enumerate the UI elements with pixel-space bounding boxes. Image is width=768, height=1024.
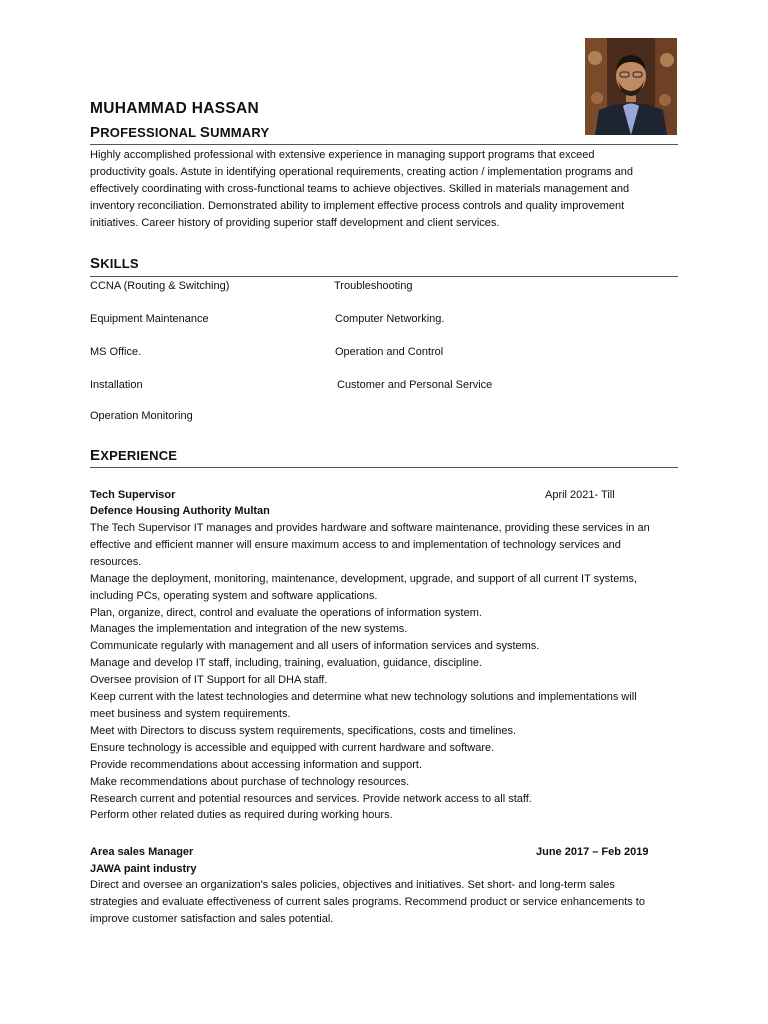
profile-photo-image <box>585 38 677 135</box>
job-organization: JAWA paint industry <box>90 863 197 875</box>
job-title: Area sales Manager <box>90 846 194 858</box>
job-date: June 2017 – Feb 2019 <box>536 846 649 858</box>
job-description-line: Meet with Directors to discuss system requirements, specifications, costs and timelines. <box>90 724 517 737</box>
job-description-line: Perform other related duties as required during working hours. <box>90 809 393 822</box>
job-description-line: Research current and potential resources and services. Provide network access to all staff. <box>90 792 532 805</box>
job-description-line: strategies and evaluate effectiveness of current sales programs. Recommend product or service enhancements to <box>90 895 645 908</box>
job-description <box>90 877 690 928</box>
section-title-experience: EXPERIENCE <box>90 447 178 464</box>
section-title-professional-summary: PROFESSIONAL SUMMARY <box>90 124 270 141</box>
job-title: Tech Supervisor <box>90 489 176 501</box>
summary-line: effectively coordinating with cross-functional teams to achieve objectives. Skilled in materials management and <box>90 182 630 195</box>
job-description-line: Manage and develop IT staff, including, training, evaluation, guidance, discipline. <box>90 657 483 670</box>
job-description-line: The Tech Supervisor IT manages and provides hardware and software maintenance, providing these services in an <box>90 522 650 534</box>
job-description-line: Provide recommendations about accessing information and support. <box>90 758 423 771</box>
candidate-name: MUHAMMAD HASSAN <box>90 100 259 117</box>
job-description-line: Make recommendations about purchase of technology resources. <box>90 775 410 788</box>
skill-item: Installation <box>90 379 143 391</box>
summary-line: inventory reconciliation. Demonstrated ability to implement effective process controls and quality improvement <box>90 199 625 212</box>
job-description-line: Keep current with the latest technologies and determine what new technology solutions and implementations will <box>90 691 637 704</box>
skill-item: CCNA (Routing & Switching) <box>90 280 230 292</box>
skill-item: MS Office. <box>90 346 142 358</box>
job-description-line: improve customer satisfaction and sales potential. <box>90 912 334 925</box>
profile-photo <box>585 38 677 135</box>
skill-item: Equipment Maintenance <box>90 313 209 325</box>
job-description-line: Communicate regularly with management and all users of information services and systems. <box>90 640 540 653</box>
job-description-line: Oversee provision of IT Support for all DHA staff. <box>90 674 328 687</box>
skill-item: Customer and Personal Service <box>337 379 493 391</box>
job-description-line: meet business and system requirements. <box>90 707 291 720</box>
job-description-line: Manages the implementation and integration of the new systems. <box>90 623 408 636</box>
job-description-line: Plan, organize, direct, control and evaluate the operations of information system. <box>90 606 482 619</box>
job-description-line: Direct and oversee an organization's sales policies, objectives and initiatives. Set short- and long-term sales <box>90 879 615 891</box>
job-description-line: resources. <box>90 555 142 568</box>
job-description-line: Ensure technology is accessible and equipped with current hardware and software. <box>90 741 495 754</box>
job-date: April 2021- Till <box>545 489 615 501</box>
summary-line: initiatives. Career history of providing superior staff development and client services. <box>90 216 500 229</box>
summary-line: Highly accomplished professional with extensive experience in managing support programs that exceed <box>90 149 595 161</box>
section-divider <box>90 144 678 145</box>
job-description-line: Manage the deployment, monitoring, maintenance, development, upgrade, and support of all current IT systems, <box>90 572 638 585</box>
job-organization: Defence Housing Authority Multan <box>90 505 270 517</box>
job-description-line: including PCs, operating system and software applications. <box>90 589 378 602</box>
skill-item: Computer Networking. <box>335 313 445 325</box>
section-title-skills: SKILLS <box>90 255 139 272</box>
job-description <box>90 520 690 824</box>
skill-item: Operation and Control <box>335 346 444 358</box>
job-description-line: effective and efficient manner will ensure maximum access to and implementation of technology services and <box>90 538 621 551</box>
skill-item: Operation Monitoring <box>90 410 193 422</box>
summary-paragraph <box>90 147 690 232</box>
summary-line: productivity goals. Astute in identifying operational requirements, creating action / implementation programs and <box>90 165 633 178</box>
skill-item: Troubleshooting <box>334 280 413 292</box>
section-divider <box>90 467 678 468</box>
section-divider <box>90 276 678 277</box>
